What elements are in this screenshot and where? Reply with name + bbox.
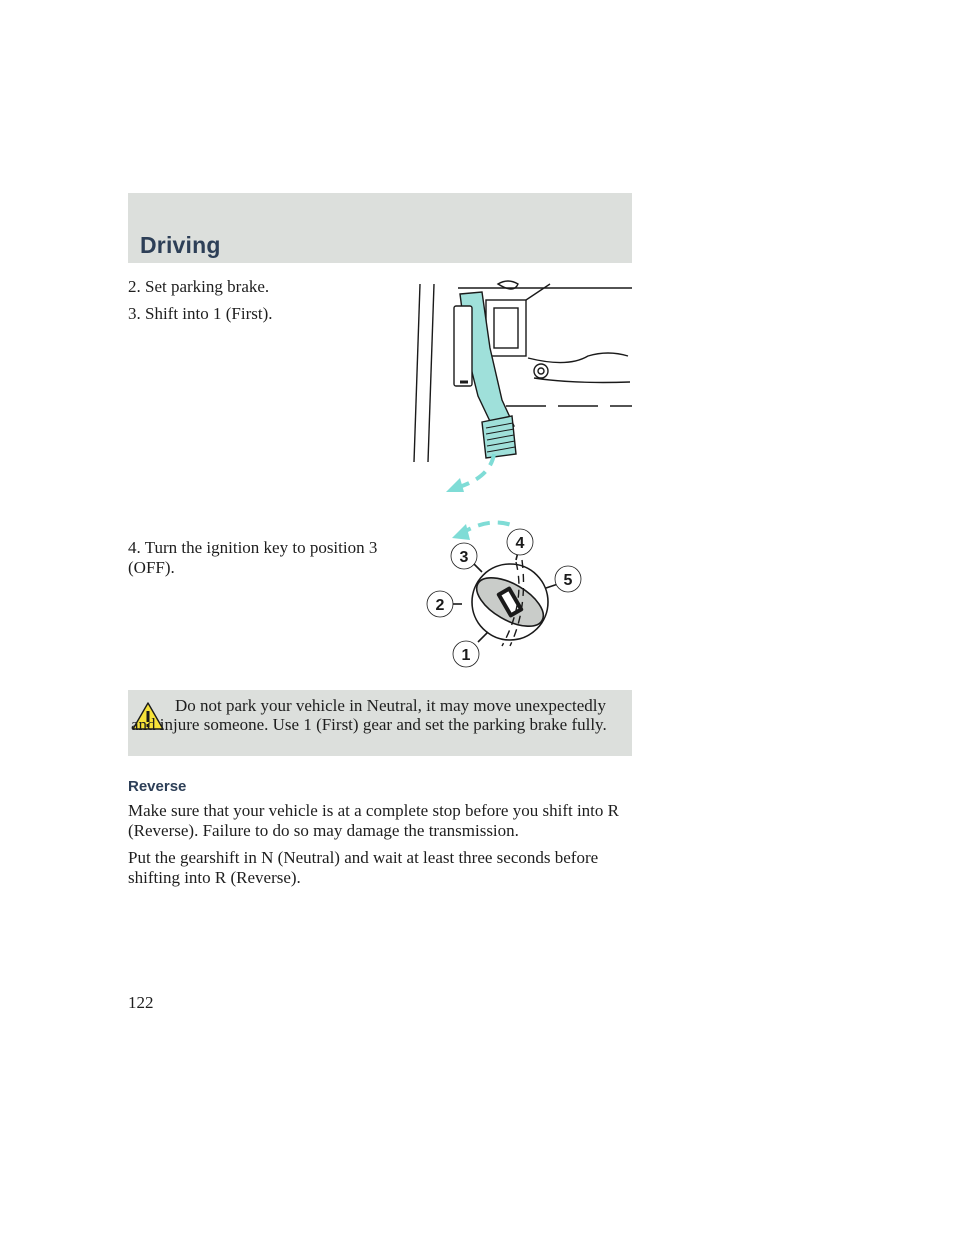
- clutch-pedal-illustration: [398, 278, 632, 500]
- ignition-position-3: 3: [459, 549, 469, 566]
- reverse-heading: Reverse: [128, 778, 187, 795]
- ignition-position-5: 5: [563, 572, 573, 589]
- reverse-paragraph-1: Make sure that your vehicle is at a complete stop before you shift into R (Reverse). Failure to do so may damage the transmission.: [128, 801, 619, 840]
- warning-text: Do not park your vehicle in Neutral, it may move unexpectedly and injure someone. Use 1 (First) gear and set the parking brake fully.: [131, 696, 607, 734]
- ignition-position-4: 4: [515, 535, 525, 552]
- ignition-switch-illustration: [410, 512, 600, 674]
- section-title: Driving: [140, 232, 221, 258]
- step-4-text: 4. Turn the ignition key to position 3 (OFF).: [128, 538, 378, 577]
- ignition-position-2: 2: [435, 597, 445, 614]
- ignition-position-1: 1: [461, 647, 471, 664]
- step-3-text: 3. Shift into 1 (First).: [128, 304, 273, 323]
- step-2-text: 2. Set parking brake.: [128, 277, 270, 296]
- page-number: 122: [128, 993, 154, 1012]
- reverse-paragraph-2: Put the gearshift in N (Neutral) and wait at least three seconds before shifting into R (Reverse).: [128, 848, 599, 887]
